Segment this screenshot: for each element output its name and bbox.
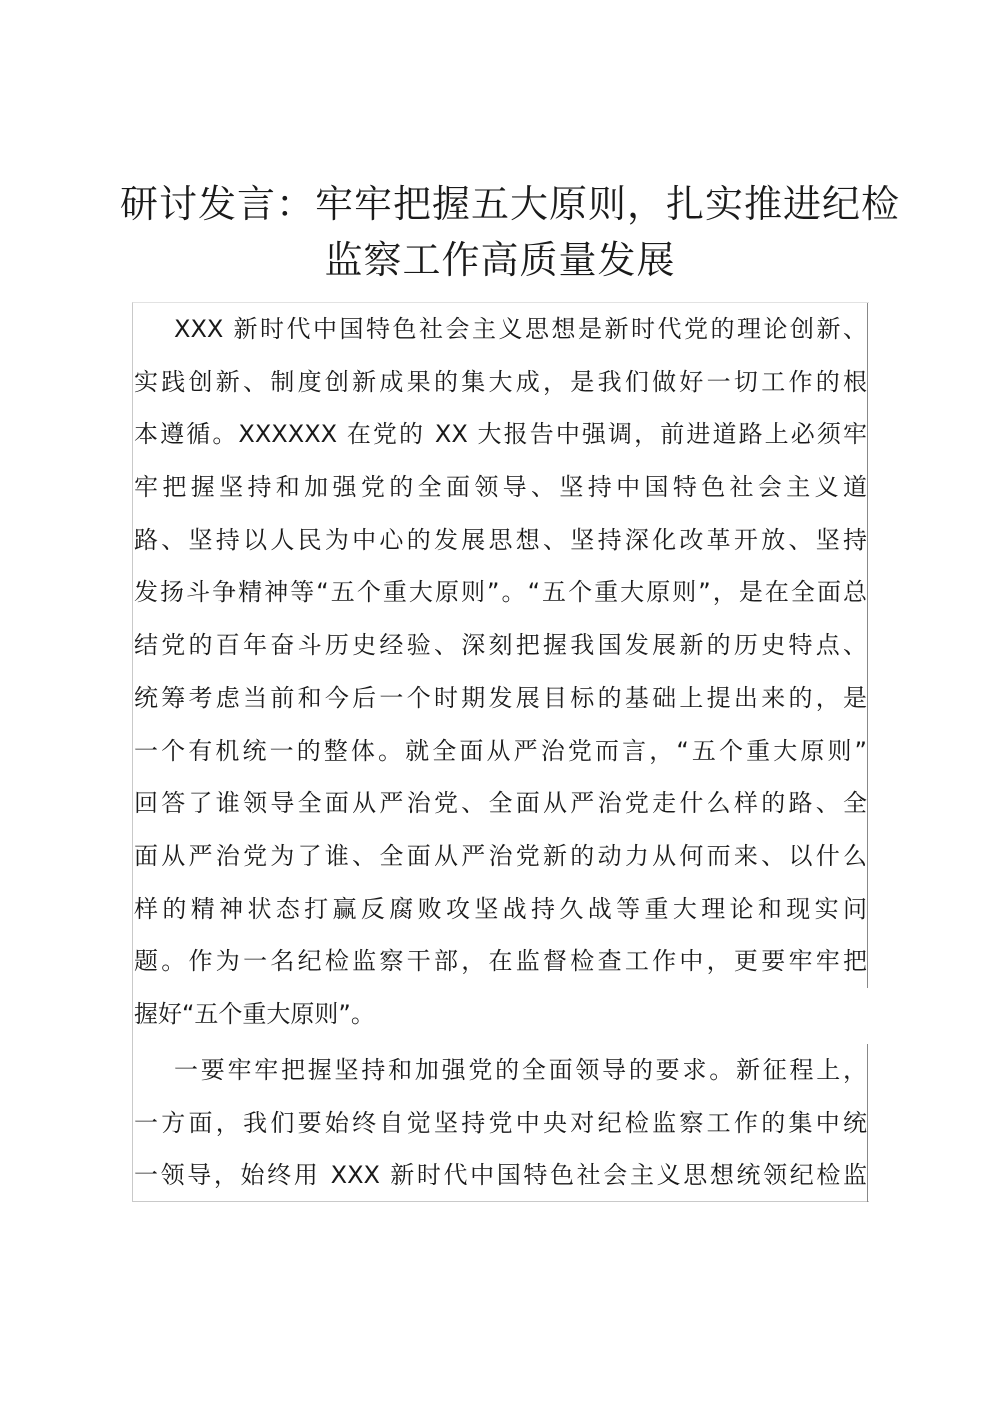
text-line: 结党的百年奋斗历史经验、深刻把握我国发展新的历史特点、	[134, 619, 868, 672]
text-line: 实践创新、制度创新成果的集大成，是我们做好一切工作的根	[134, 356, 868, 409]
text-line: 本遵循。XXXXXX 在党的 XX 大报告中强调，前进道路上必须牢	[134, 408, 868, 461]
title-line-1: 研讨发言：牢牢把握五大原则，扎实推进纪检	[120, 182, 901, 226]
text-line: 样的精神状态打赢反腐败攻坚战持久战等重大理论和现实问	[134, 883, 868, 936]
text-line: 题。作为一名纪检监察干部，在监督检查工作中，更要牢牢把	[134, 935, 868, 988]
text-line: 一要牢牢把握坚持和加强党的全面领导的要求。新征程上，	[134, 1044, 868, 1097]
text-line: XXX 新时代中国特色社会主义思想是新时代党的理论创新、	[134, 303, 868, 356]
text-line: 统筹考虑当前和今后一个时期发展目标的基础上提出来的，是	[134, 672, 868, 725]
text-line: 握好“五个重大原则”。	[134, 999, 375, 1028]
text-line: 面从严治党为了谁、全面从严治党新的动力从何而来、以什么	[134, 830, 868, 883]
text-line: 一个有机统一的整体。就全面从严治党而言，“五个重大原则”	[134, 725, 868, 778]
text-line: 牢把握坚持和加强党的全面领导、坚持中国特色社会主义道	[134, 461, 868, 514]
paragraph-2	[134, 1044, 868, 1202]
text-line: 发扬斗争精神等“五个重大原则”。“五个重大原则”，是在全面总	[134, 566, 868, 619]
text-line: 路、坚持以人民为中心的发展思想、坚持深化改革开放、坚持	[134, 514, 868, 567]
text-line: 一领导，始终用 XXX 新时代中国特色社会主义思想统领纪检监	[134, 1149, 868, 1202]
document-title	[120, 176, 901, 288]
paragraph-1	[134, 303, 868, 1041]
title-line-2: 监察工作高质量发展	[324, 238, 676, 282]
text-line: 一方面，我们要始终自觉坚持党中央对纪检监察工作的集中统	[134, 1097, 868, 1150]
text-line: 回答了谁领导全面从严治党、全面从严治党走什么样的路、全	[134, 777, 868, 830]
